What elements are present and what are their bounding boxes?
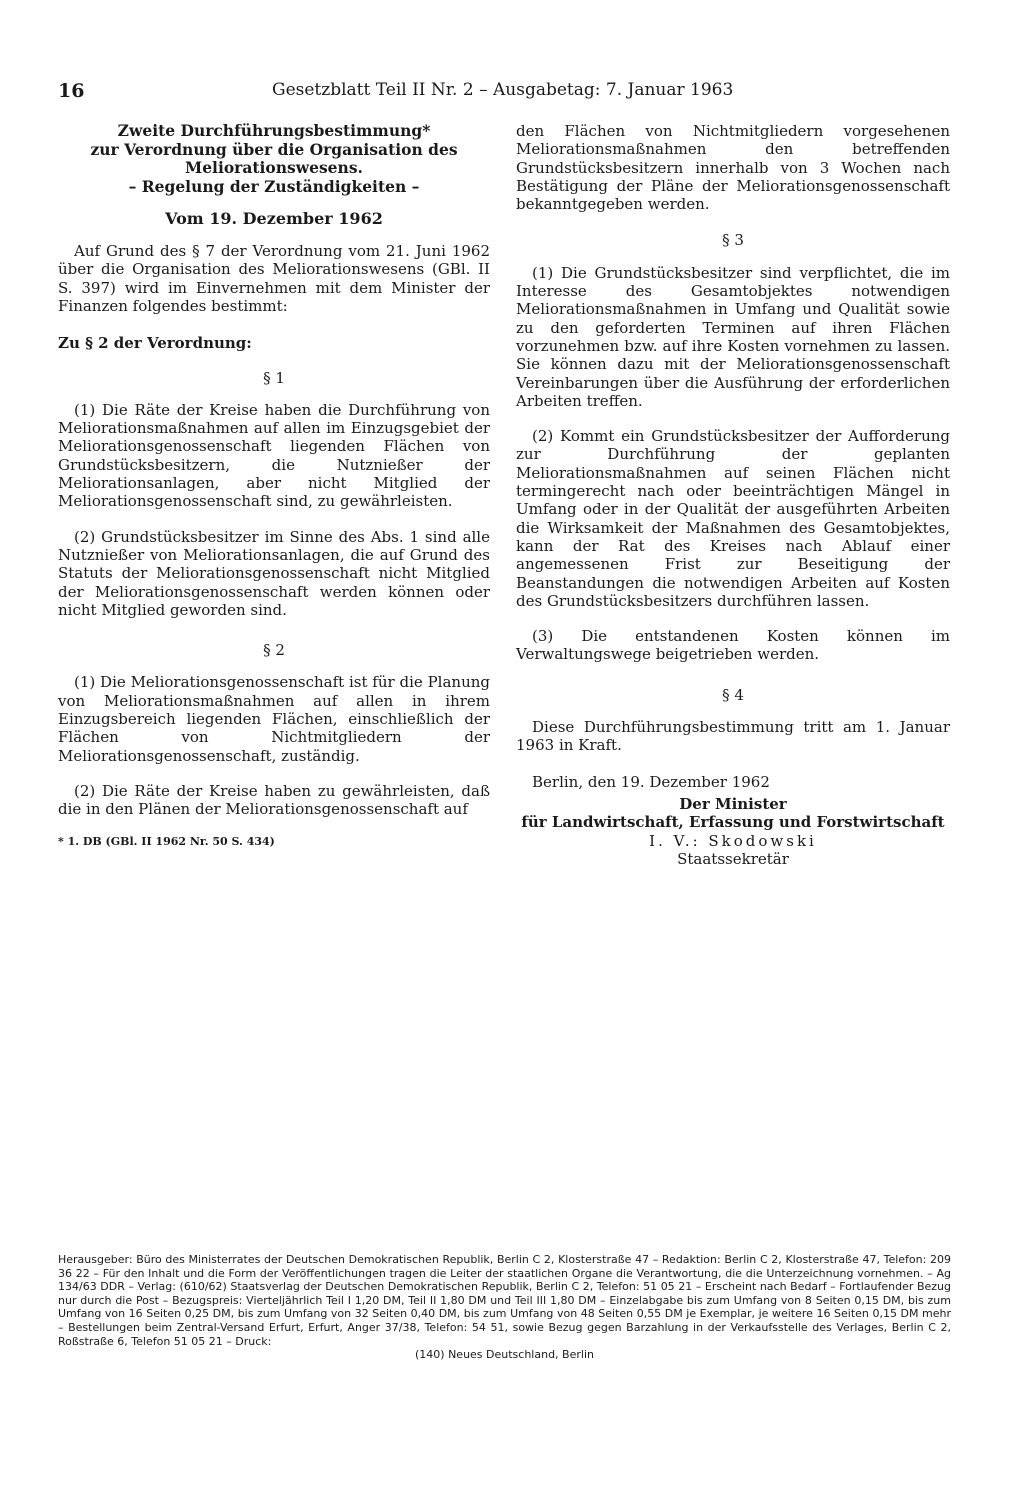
document-subtitle: – Regelung der Zuständigkeiten – [128, 176, 420, 196]
page-number: 16 [58, 80, 85, 102]
footnote: * 1. DB (GBl. II 1962 Nr. 50 S. 434) [58, 834, 275, 848]
s2-paragraph-1: (1) Die Meliorationsgenossenschaft ist für die Planung von Meliorationsmaßnahmen auf allen in ihrem Einzugsbereich liegenden Flächen, einschließlich der Flächen von Nichtmitgliedern der Meliorationsgenossenschaft, zuständig. [58, 673, 490, 765]
s2-paragraph-2-continued: den Flächen von Nichtmitgliedern vorgesehenen Meliorationsmaßnahmen den betreffenden Grundstücksbesitzern innerhalb von 3 Wochen nach Bestätigung der Pläne der Meliorationsgenossenschaft bekanntgegeben werden. [516, 122, 950, 214]
imprint-printer: (140) Neues Deutschland, Berlin [415, 1348, 594, 1362]
section-heading-3: § 3 [722, 231, 744, 250]
s1-paragraph-2: (2) Grundstücksbesitzer im Sinne des Abs. 1 sind alle Nutznießer von Meliorationsanlagen, die auf Grund des Statuts der Meliorationsgenossenschaft nicht Mitglied der Meliorationsgenossenschaft werden können oder nicht Mitglied geworden sind. [58, 527, 490, 619]
signature-place-date: Berlin, den 19. Dezember 1962 [532, 772, 770, 791]
imprint-text: Herausgeber: Büro des Ministerrates der Deutschen Demokratischen Republik, Berlin C 2, Klosterstraße 47 – Redaktion: Berlin C 2, Klosterstraße 47, Telefon: 209 36 22 – Für den Inhalt und die Form der Veröffentlichungen tragen die Leiter der staatlichen Organe die Verantwortung, die die Unterzeichnung vornehmen. – Ag 134/63 DDR – Verlag: (610/62) Staatsverlag der Deutschen Demokratischen Republik, Berlin C 2, Telefon: 51 05 21 – Erscheint nach Bedarf – Fortlaufender Bezug nur durch die Post – Bezugspreis: Vierteljährlich Teil I 1,20 DM, Teil II 1,80 DM und Teil III 1,80 DM – Einzelabgabe bis zum Umfang von 8 Seiten 0,15 DM, bis zum Umfang von 16 Seiten 0,25 DM, bis zum Umfang von 32 Seiten 0,40 DM, bis zum Umfang von 48 Seiten 0,55 DM je Exemplar, je weitere 16 Seiten 0,15 DM mehr – Bestellungen beim Zentral-Versand Erfurt, Erfurt, Anger 37/38, Telefon: 54 51, sowie Bezug gegen Barzahlung in der Verkaufsstelle des Verlages, Berlin C 2, Roßstraße 6, Telefon 51 05 21 – Druck: [58, 1253, 951, 1348]
left-column [58, 122, 490, 851]
right-column [516, 122, 950, 868]
running-header: Gesetzblatt Teil II Nr. 2 – Ausgabetag: 7. Januar 1963 [272, 80, 734, 100]
s4-paragraph-1: Diese Durchführungsbestimmung tritt am 1. Januar 1963 in Kraft. [516, 718, 950, 755]
signature-ministry: für Landwirtschaft, Erfassung und Forstwirtschaft [521, 813, 945, 832]
s3-paragraph-3: (3) Die entstandenen Kosten können im Verwaltungswege beigetrieben werden. [516, 627, 950, 664]
publisher-imprint [58, 1253, 951, 1362]
s3-paragraph-2: (2) Kommt ein Grundstücksbesitzer der Aufforderung zur Durchführung der geplanten Meliorationsmaßnahmen auf seinen Flächen nicht termingerecht nach oder beeinträchtigen Mängel in Umfang oder in der Qualität der ausgeführten Arbeiten die Wirksamkeit der Maßnahmen des Gesamtobjektes, kann der Rat des Kreises nach Ablauf einer angemessenen Frist zur Beseitigung der Beanstandungen die notwendigen Arbeiten auf Kosten des Grundstücksbesitzers durchführen lassen. [516, 427, 950, 610]
title-line: zur Verordnung über die Organisation des [90, 139, 458, 159]
title-line: Meliorationswesens. [185, 158, 363, 177]
signature-block [516, 795, 950, 868]
title-line: Zweite Durchführungsbestimmung* [117, 121, 431, 140]
s1-paragraph-1: (1) Die Räte der Kreise haben die Durchführung von Meliorationsmaßnahmen auf allen im Einzugsgebiet der Meliorationsgenossenschaft liegenden Flächen von Grundstücksbesitzern, die Nutznießer der Meliorationsanlagen, aber nicht Mitglied der Meliorationsgenossenschaft sind, zu gewährleisten. [58, 400, 490, 511]
zu-heading: Zu § 2 der Verordnung: [58, 334, 252, 353]
signature-rank: Staatssekretär [677, 849, 789, 868]
signature-title: Der Minister [679, 794, 787, 813]
document-date: Vom 19. Dezember 1962 [165, 208, 383, 228]
s2-paragraph-2-start: (2) Die Räte der Kreise haben zu gewährleisten, daß die in den Plänen der Meliorationsgenossenschaft auf [58, 781, 490, 819]
signature-name: I. V.: Skodowski [649, 831, 817, 850]
section-heading-4: § 4 [722, 685, 744, 704]
section-heading-2: § 2 [263, 641, 285, 660]
section-heading-1: § 1 [263, 368, 285, 387]
preamble: Auf Grund des § 7 der Verordnung vom 21. Juni 1962 über die Organisation des Meliorationswesens (GBl. II S. 397) wird im Einvernehmen mit dem Minister der Finanzen folgendes bestimmt: [58, 242, 490, 315]
document-title [58, 122, 490, 178]
s3-paragraph-1: (1) Die Grundstücksbesitzer sind verpflichtet, die im Interesse des Gesamtobjektes notwendigen Meliorationsmaßnahmen in Umfang und Qualität sowie zu den geforderten Terminen auf ihren Flächen vorzunehmen bzw. auf ihre Kosten vornehmen zu lassen. Sie können dazu mit der Meliorationsgenossenschaft Vereinbarungen über die Ausführung der erforderlichen Arbeiten treffen. [516, 263, 950, 410]
